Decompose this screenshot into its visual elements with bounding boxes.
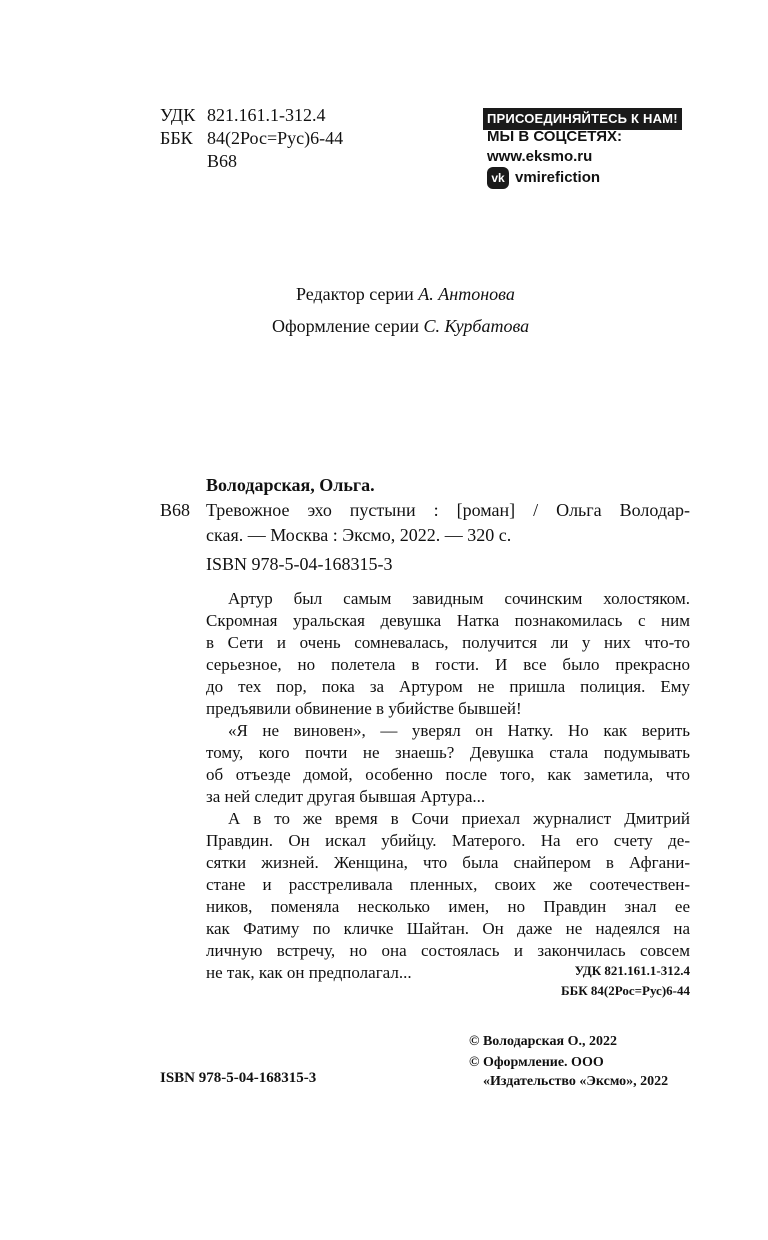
vk-icon: vk [487, 167, 509, 189]
series-design [272, 316, 529, 337]
annotation-line: Скромная уральская девушка Натка познакомилась с ним [206, 611, 690, 630]
annotation-line: личную встречу, но она состоялась и закончилась совсем [206, 941, 690, 960]
udk-label: УДК [160, 105, 196, 125]
annotation [206, 588, 690, 984]
annotation-line: как Фатиму по кличке Шайтан. Он даже не надеялся на [206, 919, 690, 938]
series-editor [296, 284, 515, 305]
biblio-line-2: ская. — Москва : Эксмо, 2022. — 320 с. [206, 525, 512, 545]
annotation-line: об отъезде домой, особенно после того, как заметила, что [206, 765, 690, 784]
bbk-value: 84(2Рос=Рус)6-44 [207, 128, 344, 148]
socials-heading: МЫ В СОЦСЕТЯХ: [487, 128, 623, 145]
series-design-label: Оформление серии [272, 316, 419, 336]
series-design-name: С. Курбатова [423, 316, 530, 336]
vk-link[interactable] [487, 167, 600, 189]
footer-isbn: ISBN 978-5-04-168315-3 [160, 1070, 317, 1086]
annotation-line: серьезное, но полетела в гости. И все было прекрасно [206, 655, 690, 674]
copyright-publisher: «Издательство «Эксмо», 2022 [483, 1074, 669, 1089]
series-editor-label: Редактор серии [296, 284, 414, 304]
udk-line [160, 104, 326, 127]
annotation-line: ников, поменяла несколько имен, но Правдин знал ее [206, 897, 690, 916]
annotation-line: А в то же время в Сочи приехал журналист Дмитрий [228, 809, 690, 828]
biblio-line-1: Тревожное эхо пустыни : [роман] / Ольга Володар- [206, 500, 690, 520]
biblio-isbn: ISBN 978-5-04-168315-3 [206, 554, 393, 574]
annotation-line: тому, кого почти не знаешь? Девушка стала подумывать [206, 743, 690, 762]
copyright-design: © Оформление. ООО [469, 1055, 604, 1070]
footer-udk: УДК 821.161.1-312.4 [574, 963, 690, 978]
biblio-mark: В68 [160, 500, 191, 520]
annotation-line: Правдин. Он искал убийцу. Матерого. На его счету де- [206, 831, 690, 850]
annotation-line: стане и расстреливала пленных, своих же соотечествен- [206, 875, 690, 894]
annotation-line: до тех пор, пока за Артуром не пришла полиция. Ему [206, 677, 690, 696]
annotation-line: сятки жизней. Женщина, что была снайпером в Афгани- [206, 853, 690, 872]
annotation-line: предъявили обвинение в убийстве бывшей! [206, 699, 522, 718]
annotation-line: за ней следит другая бывшая Артура... [206, 787, 486, 806]
site-link[interactable]: www.eksmo.ru [487, 148, 593, 165]
udk-value: 821.161.1-312.4 [207, 105, 326, 125]
join-badge: ПРИСОЕДИНЯЙТЕСЬ К НАМ! [483, 108, 682, 130]
annotation-line: «Я не виновен», — уверял он Натку. Но как верить [228, 721, 690, 740]
annotation-line: не так, как он предполагал... [206, 963, 412, 982]
vk-handle: vmirefiction [515, 168, 601, 186]
bbk-label: ББК [160, 128, 193, 148]
book-author: Володарская, Ольга. [206, 475, 375, 495]
annotation-line: Артур был самым завидным сочинским холостяком. [228, 589, 690, 608]
copyright-author: © Володарская О., 2022 [469, 1034, 617, 1049]
author-mark: В68 [207, 151, 238, 171]
footer-bbk: ББК 84(2Рос=Рус)6-44 [561, 983, 690, 998]
annotation-line: в Сети и очень сомневалась, получится ли у них что-то [206, 633, 690, 652]
bbk-line [160, 127, 343, 150]
series-editor-name: А. Антонова [418, 284, 515, 304]
